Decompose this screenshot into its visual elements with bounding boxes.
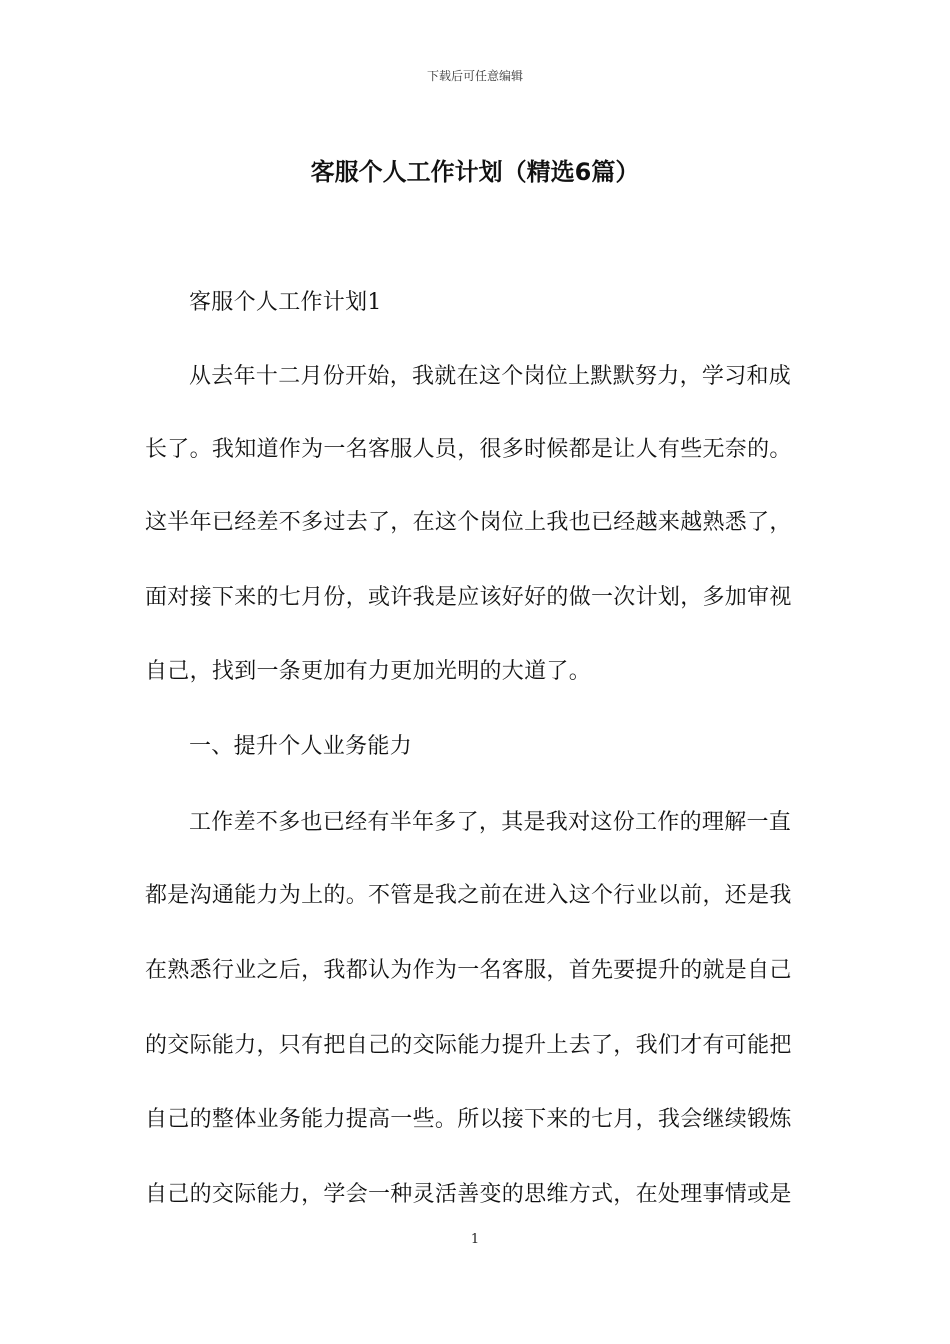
- paragraph-1-line-4: 面对接下来的七月份，或许我是应该好好的做一次计划，多加审视: [145, 585, 792, 610]
- paragraph-2-line-4: 的交际能力，只有把自己的交际能力提升上去了，我们才有可能把: [145, 1033, 792, 1058]
- paragraph-2-line-6: 自己的交际能力，学会一种灵活善变的思维方式，在处理事情或是: [145, 1182, 792, 1207]
- paragraph-2-line-5: 自己的整体业务能力提高一些。所以接下来的七月，我会继续锻炼: [145, 1107, 792, 1132]
- paragraph-2-line-1: 工作差不多也已经有半年多了，其是我对这份工作的理解一直: [189, 810, 792, 835]
- paragraph-2-line-2: 都是沟通能力为上的。不管是我之前在进入这个行业以前，还是我: [145, 883, 792, 908]
- paragraph-2-line-3: 在熟悉行业之后，我都认为作为一名客服，首先要提升的就是自己: [145, 958, 792, 983]
- header-note: 下载后可任意编辑: [426, 69, 523, 83]
- page-number: 1: [470, 1232, 480, 1247]
- paragraph-1-line-2: 长了。我知道作为一名客服人员，很多时候都是让人有些无奈的。: [145, 437, 792, 462]
- paragraph-1-line-1: 从去年十二月份开始，我就在这个岗位上默默努力，学习和成: [189, 364, 792, 389]
- paragraph-1-line-3: 这半年已经差不多过去了，在这个岗位上我也已经越来越熟悉了，: [145, 510, 792, 535]
- section-heading: 客服个人工作计划1: [189, 290, 382, 315]
- subheading-1: 一、提升个人业务能力: [189, 734, 413, 759]
- paragraph-1-line-5: 自己，找到一条更加有力更加光明的大道了。: [145, 659, 592, 684]
- document-title: 客服个人工作计划（精选6篇）: [310, 158, 640, 186]
